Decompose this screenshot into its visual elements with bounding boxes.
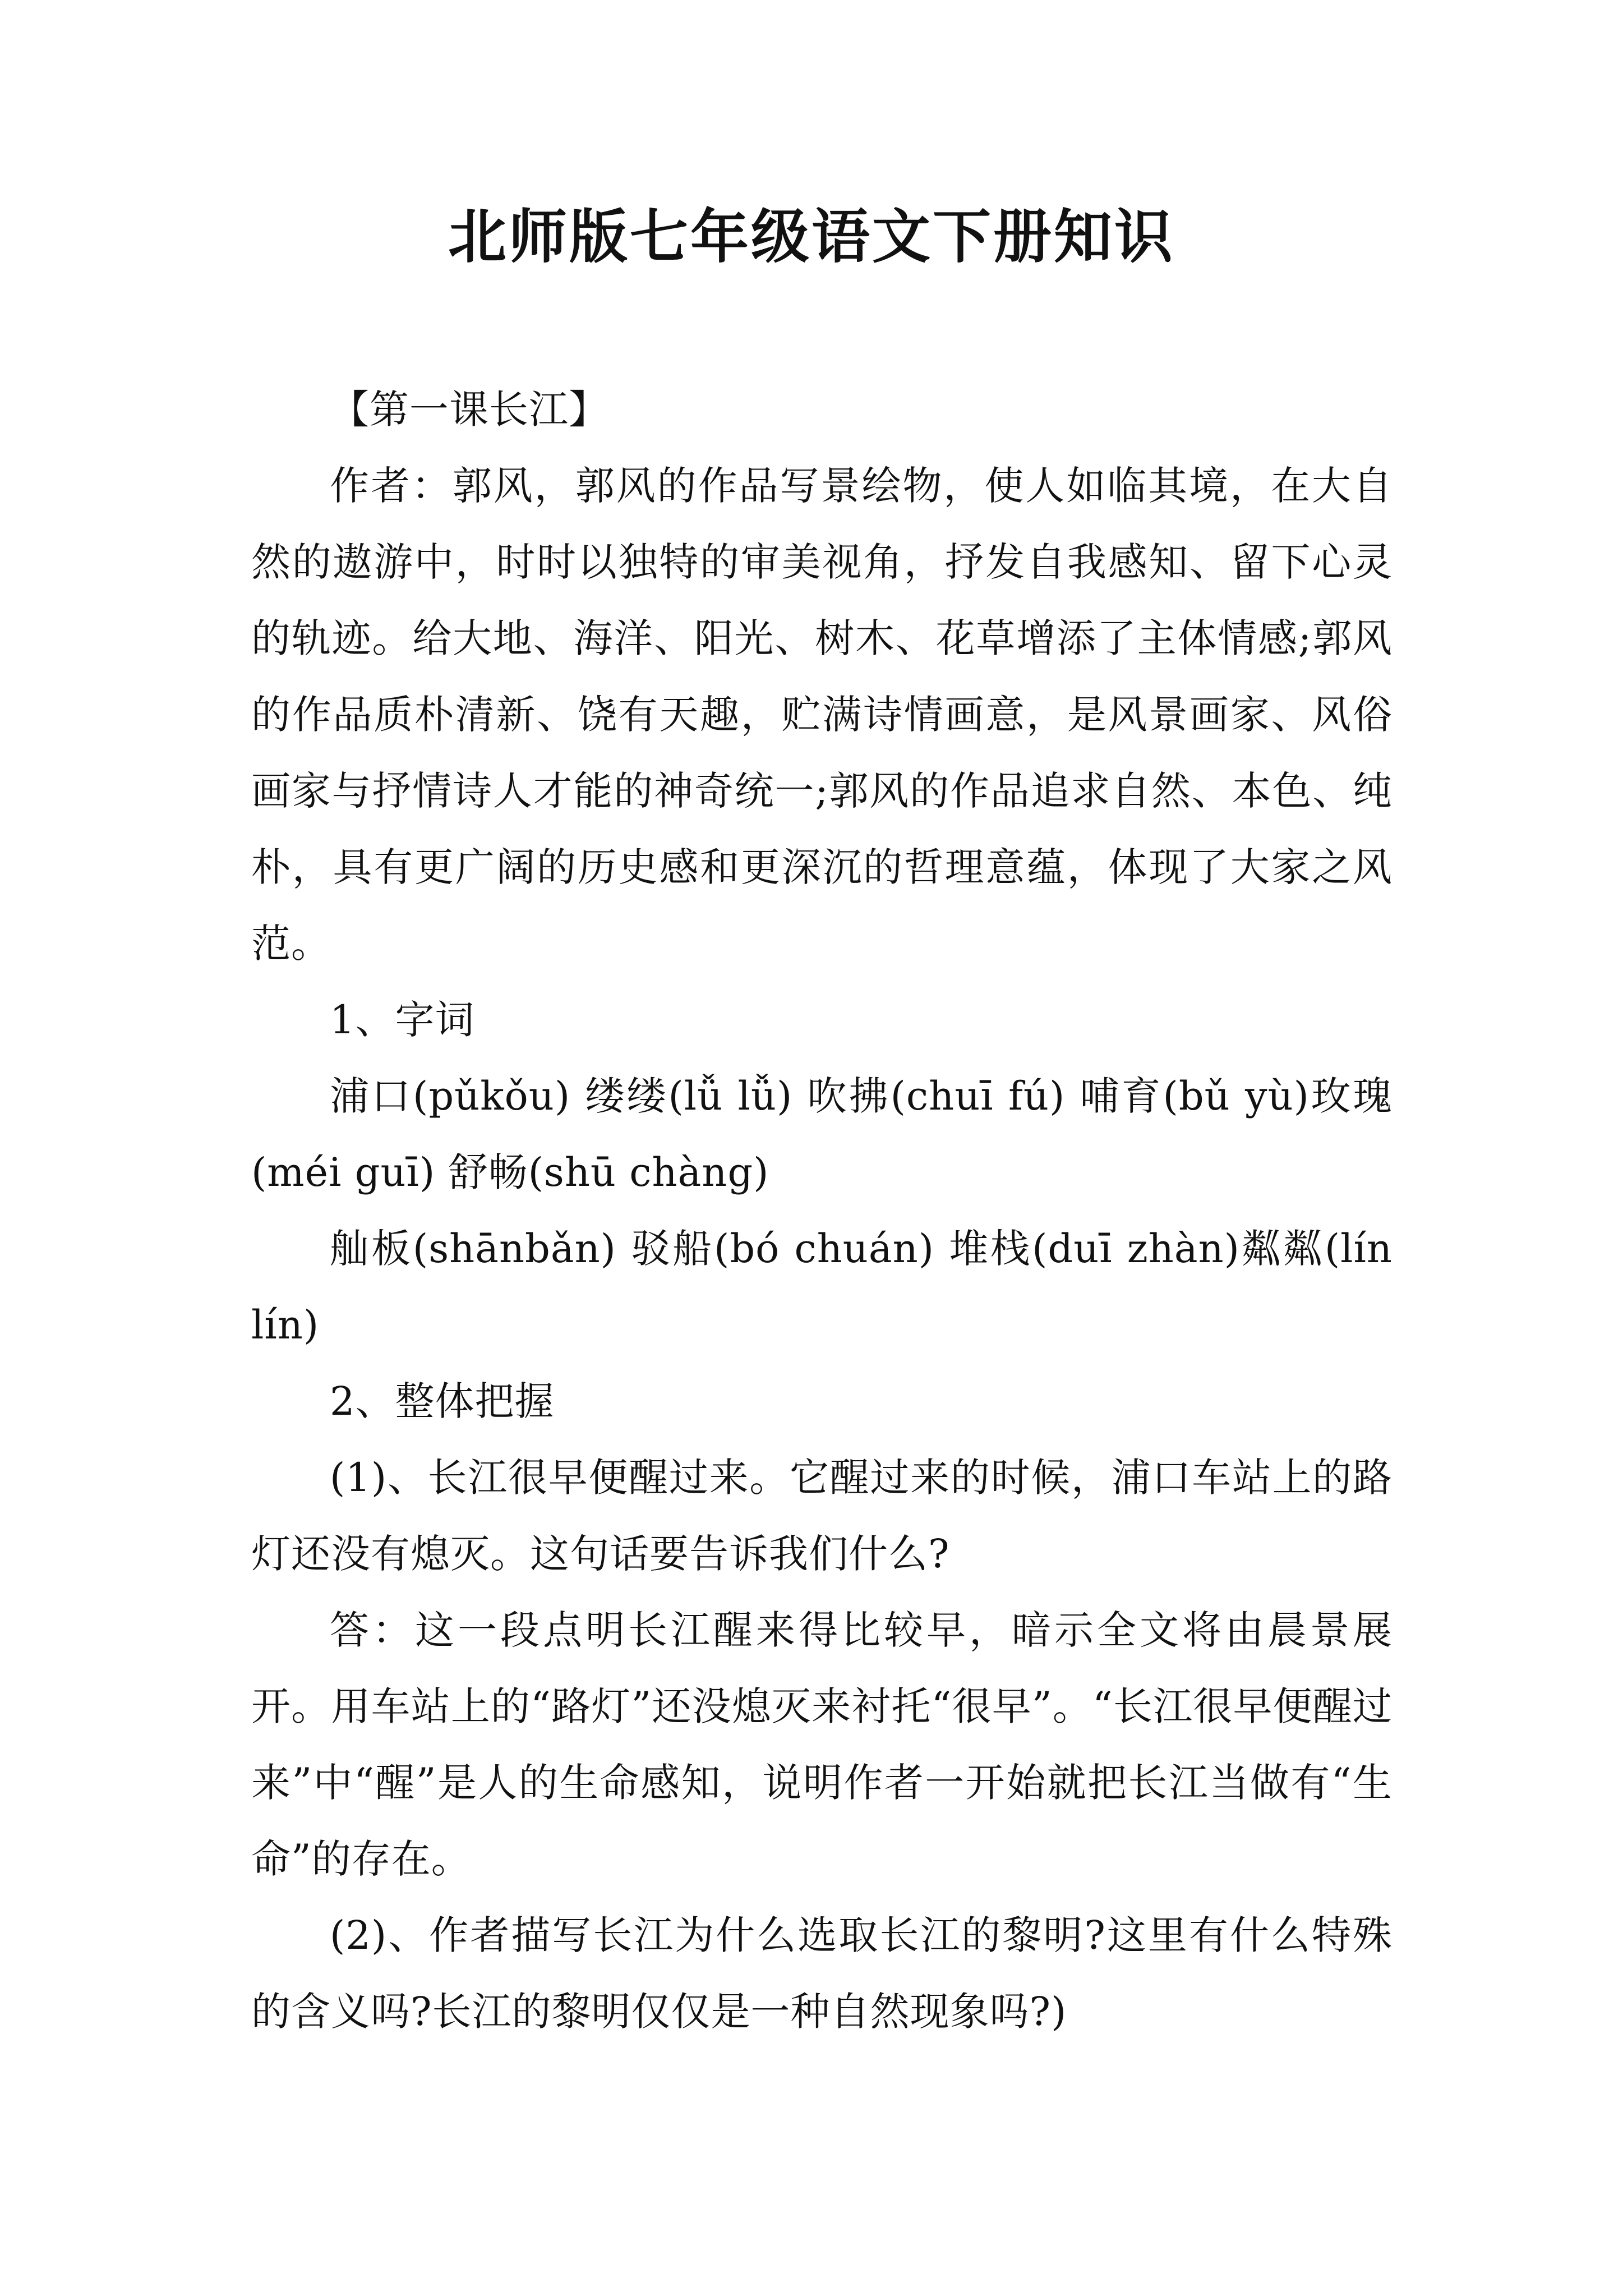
- section-heading: 【第一课长江】: [330, 386, 608, 432]
- question-2: (2)、作者描写长江为什么选取长江的黎明?这里有什么特殊的含义吗?长江的黎明仅仅是一种自然现象吗?): [251, 1912, 1393, 2035]
- answer-1: 答：这一段点明长江醒来得比较早，暗示全文将由晨景展开。用车站上的“路灯”还没熄灭来衬托“很早”。“长江很早便醒过来”中“醒”是人的生命感知，说明作者一开始就把长江当做有“生命”的存在。: [251, 1607, 1393, 1882]
- document-body: [251, 371, 1393, 2050]
- subheading-overview: 2、整体把握: [330, 1378, 555, 1424]
- subheading-vocabulary: 1、字词: [330, 997, 475, 1043]
- vocabulary-line-1: 浦口(pǔkǒu) 缕缕(lǚ lǚ) 吹拂(chuī fú) 哺育(bǔ yù)玫瑰(méi guī) 舒畅(shū chàng): [251, 1073, 1393, 1195]
- question-1: (1)、长江很早便醒过来。它醒过来的时候，浦口车站上的路灯还没有熄灭。这句话要告诉我们什么?: [251, 1455, 1393, 1577]
- author-paragraph: 作者：郭风，郭风的作品写景绘物，使人如临其境，在大自然的遨游中，时时以独特的审美视角，抒发自我感知、留下心灵的轨迹。给大地、海洋、阳光、树木、花草增添了主体情感;郭风的作品质朴清新、饶有天趣，贮满诗情画意，是风景画家、风俗画家与抒情诗人才能的神奇统一;郭风的作品追求自然、本色、纯朴，具有更广阔的历史感和更深沉的哲理意蕴，体现了大家之风范。: [251, 463, 1393, 967]
- vocabulary-line-2: 舢板(shānbǎn) 驳船(bó chuán) 堆栈(duī zhàn)粼粼(lín lín): [251, 1226, 1393, 1348]
- document-title: 北师版七年级语文下册知识: [448, 202, 1175, 271]
